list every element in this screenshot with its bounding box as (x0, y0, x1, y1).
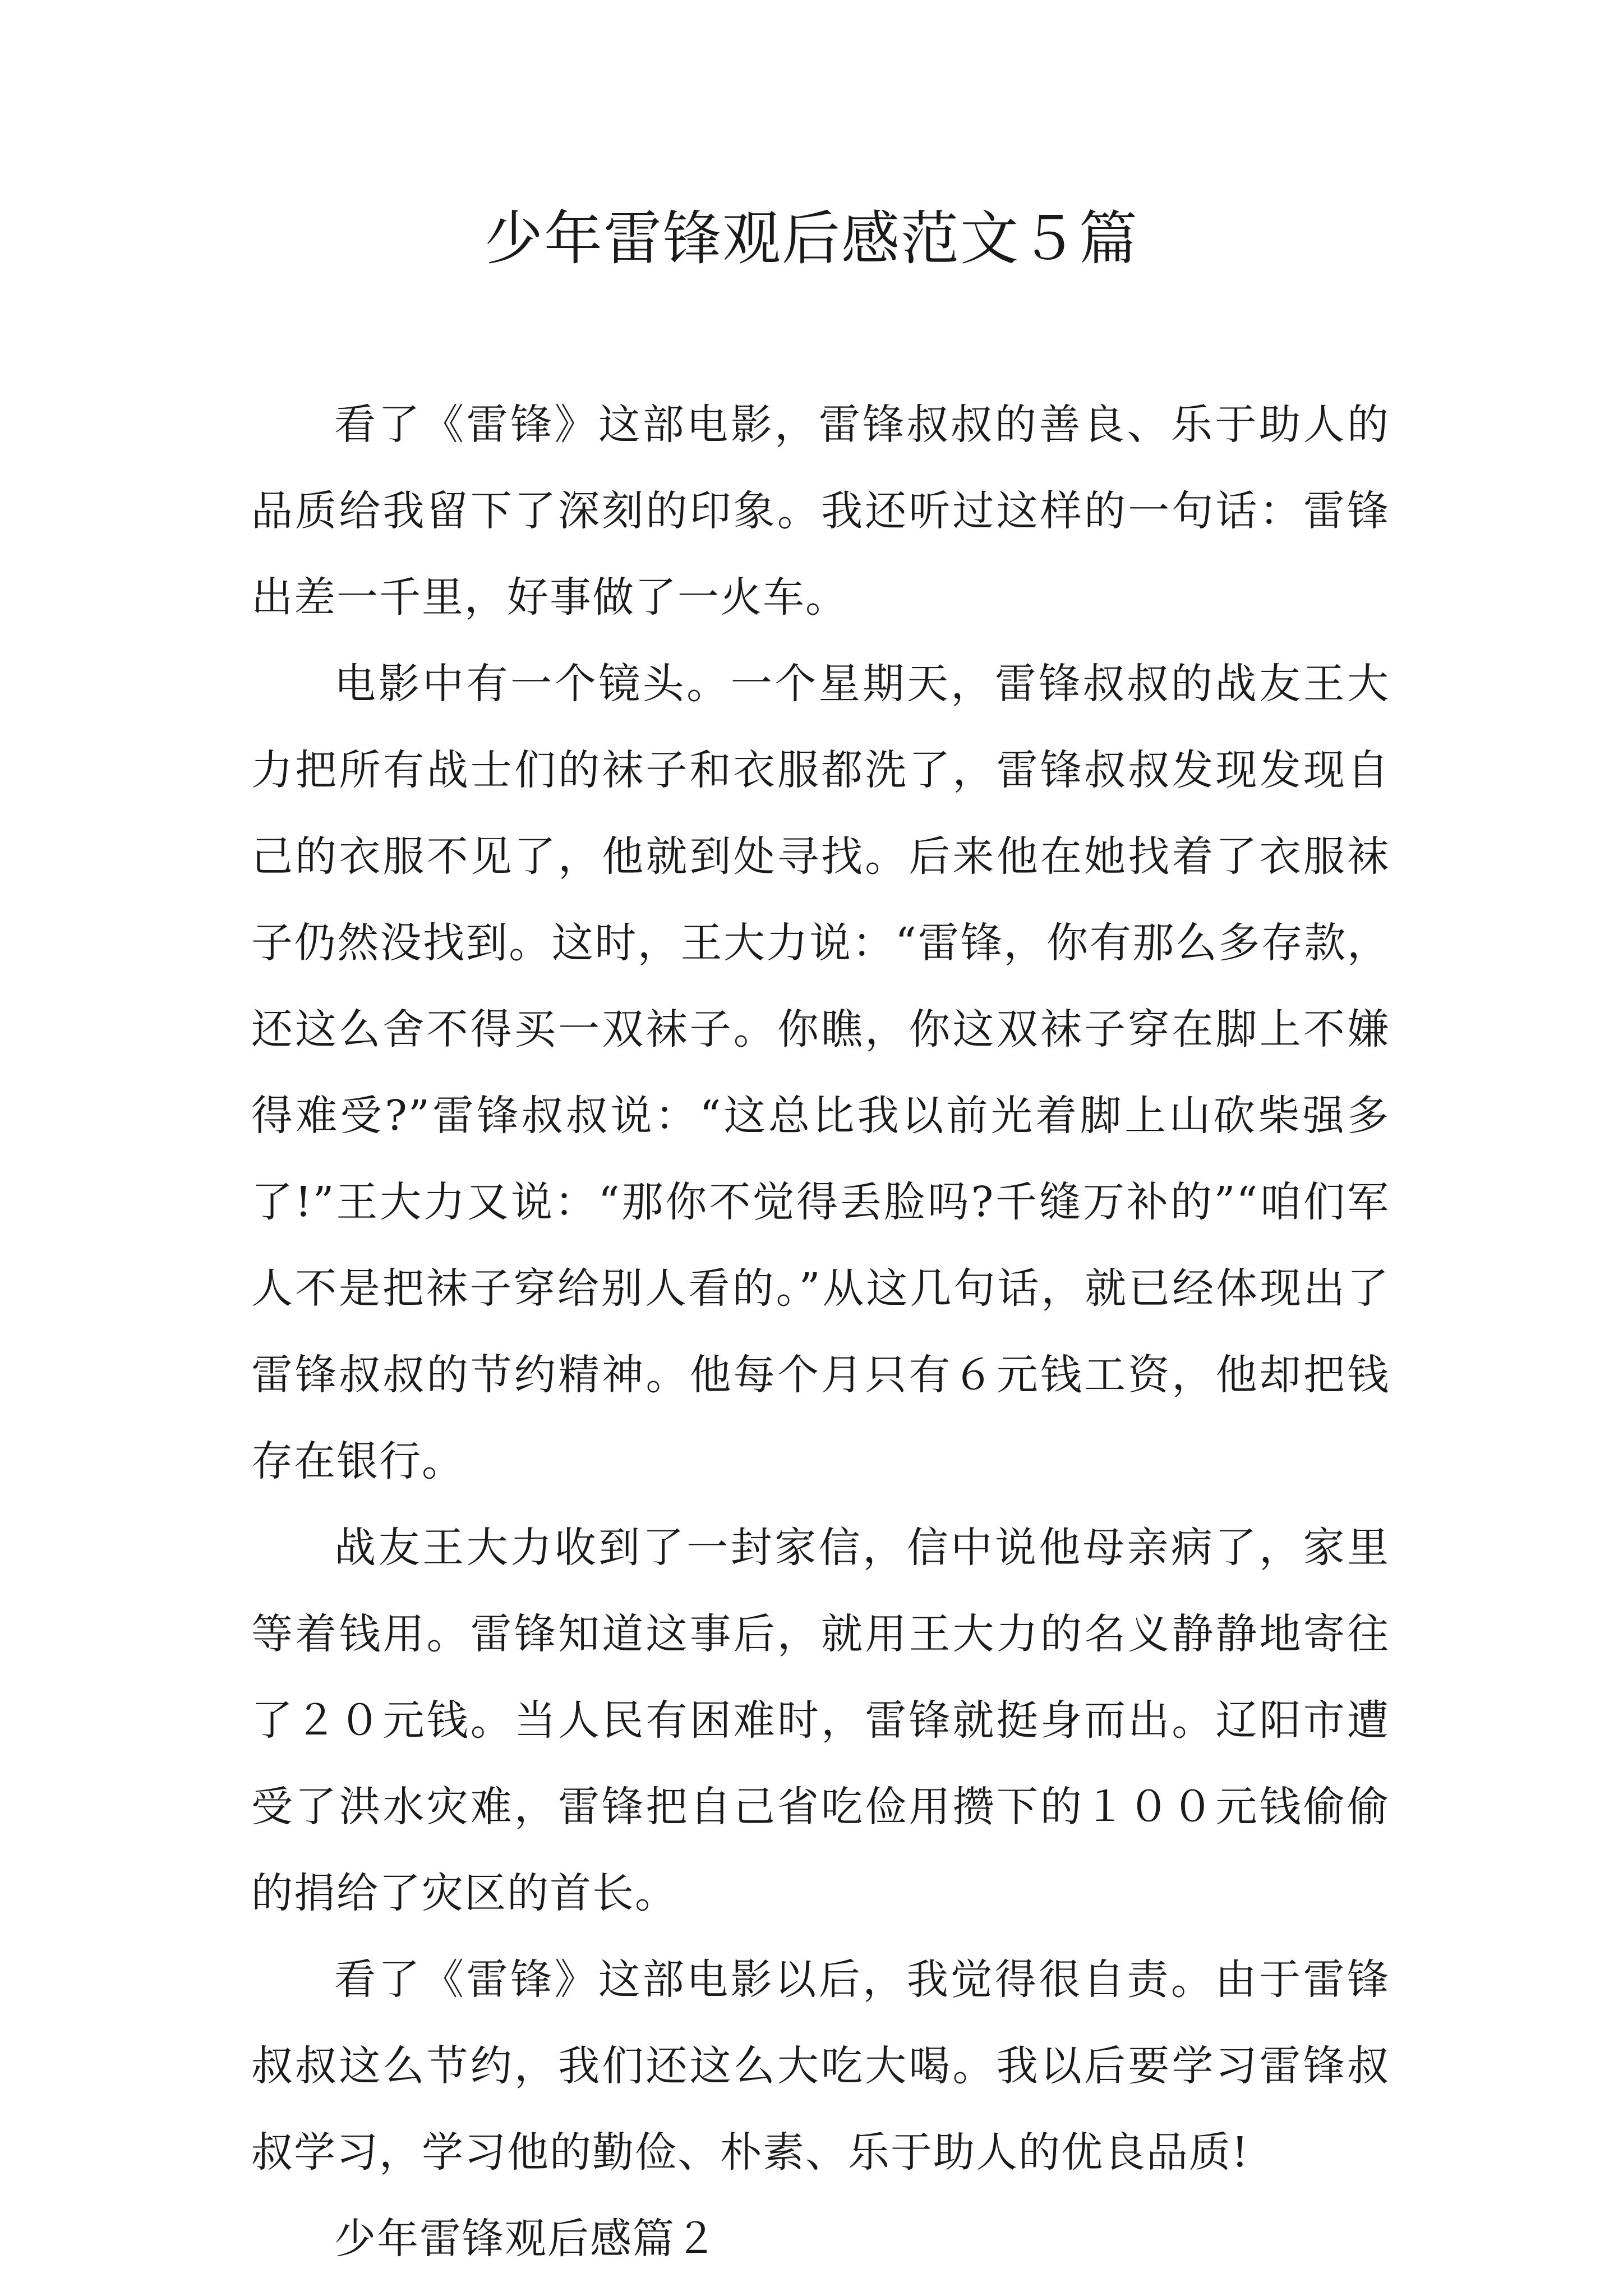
paragraph-1: 看了《雷锋》这部电影，雷锋叔叔的善良、乐于助人的品质给我留下了深刻的印象。我还听过这样的一句话：雷锋出差一千里，好事做了一火车。 (251, 401, 1390, 622)
paragraph-2: 电影中有一个镜头。一个星期天，雷锋叔叔的战友王大力把所有战士们的袜子和衣服都洗了，雷锋叔叔发现发现自己的衣服不见了，他就到处寻找。后来他在她找着了衣服袜子仍然没找到。这时，王大力说：“雷锋，你有那么多存款，还这么舍不得买一双袜子。你瞧，你这双袜子穿在脚上不嫌得难受?”雷锋叔叔说：“这总比我以前光着脚上山砍柴强多了!”王大力又说：“那你不觉得丢脸吗?千缝万补的”“咱们军人不是把袜子穿给别人看的。”从这几句话，就已经体现出了雷锋叔叔的节约精神。他每个月只有６元钱工资，他却把钱存在银行。 (251, 660, 1390, 1485)
paragraph-3: 战友王大力收到了一封家信，信中说他母亲病了，家里等着钱用。雷锋知道这事后，就用王大力的名义静静地寄往了２０元钱。当人民有困难时，雷锋就挺身而出。辽阳市遭受了洪水灾难，雷锋把自己省吃俭用攒下的１００元钱偷偷的捐给了灾区的首长。 (251, 1524, 1390, 1917)
section-heading-2: 少年雷锋观后感篇２ (334, 2215, 718, 2263)
paragraph-4: 看了《雷锋》这部电影以后，我觉得很自责。由于雷锋叔叔这么节约，我们还这么大吃大喝。我以后要学习雷锋叔叔学习，学习他的勤俭、朴素、乐于助人的优良品质! (251, 1955, 1390, 2177)
document-body (251, 381, 1390, 2282)
document-title: 少年雷锋观后感范文５篇 (484, 204, 1138, 273)
